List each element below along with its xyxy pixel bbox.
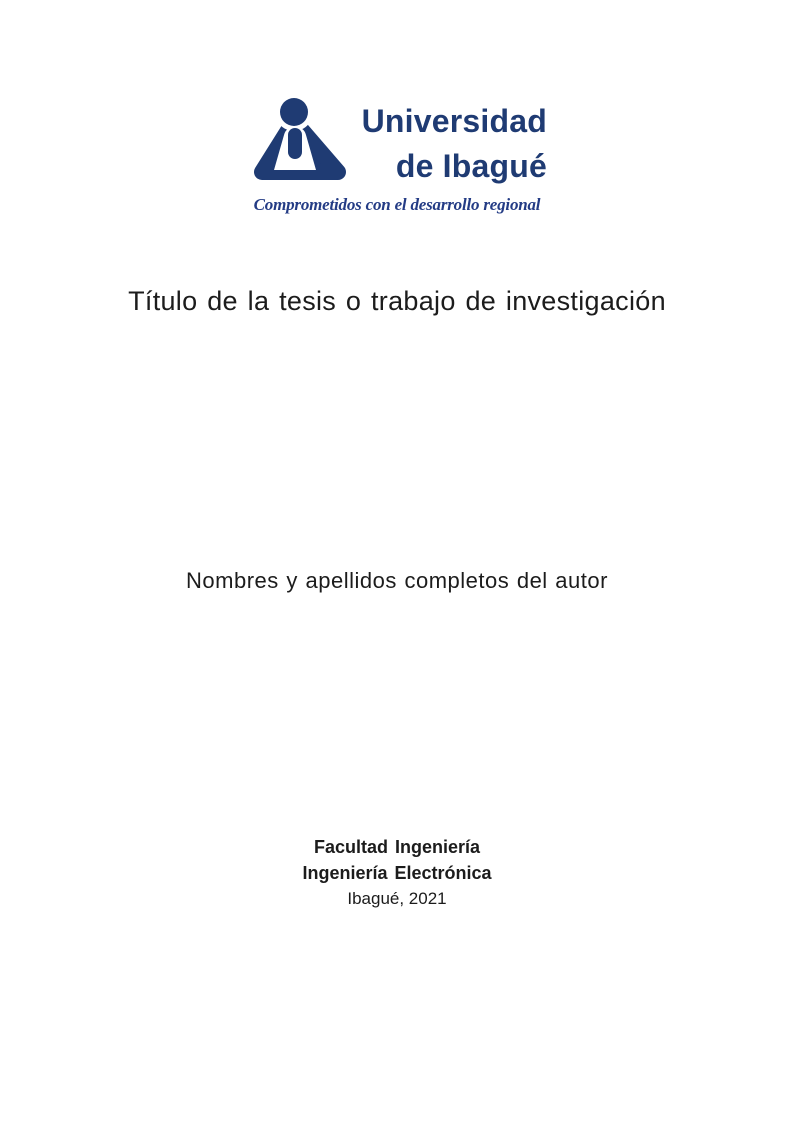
faculty-name: Facultad Ingeniería: [313, 837, 481, 857]
university-name-line1: Universidad: [361, 103, 547, 139]
university-name: [290, 99, 547, 189]
place-and-year: Ibagué, 2021: [347, 889, 447, 908]
university-tagline: Comprometidos con el desarrollo regional: [253, 195, 541, 214]
university-name-line2: de Ibagué: [395, 148, 547, 184]
footer-block: [0, 834, 794, 912]
author-name: Nombres y apellidos completos del autor: [186, 568, 608, 593]
thesis-title: Título de la tesis o trabajo de investigación: [128, 286, 666, 316]
program-name: Ingeniería Electrónica: [302, 863, 492, 883]
